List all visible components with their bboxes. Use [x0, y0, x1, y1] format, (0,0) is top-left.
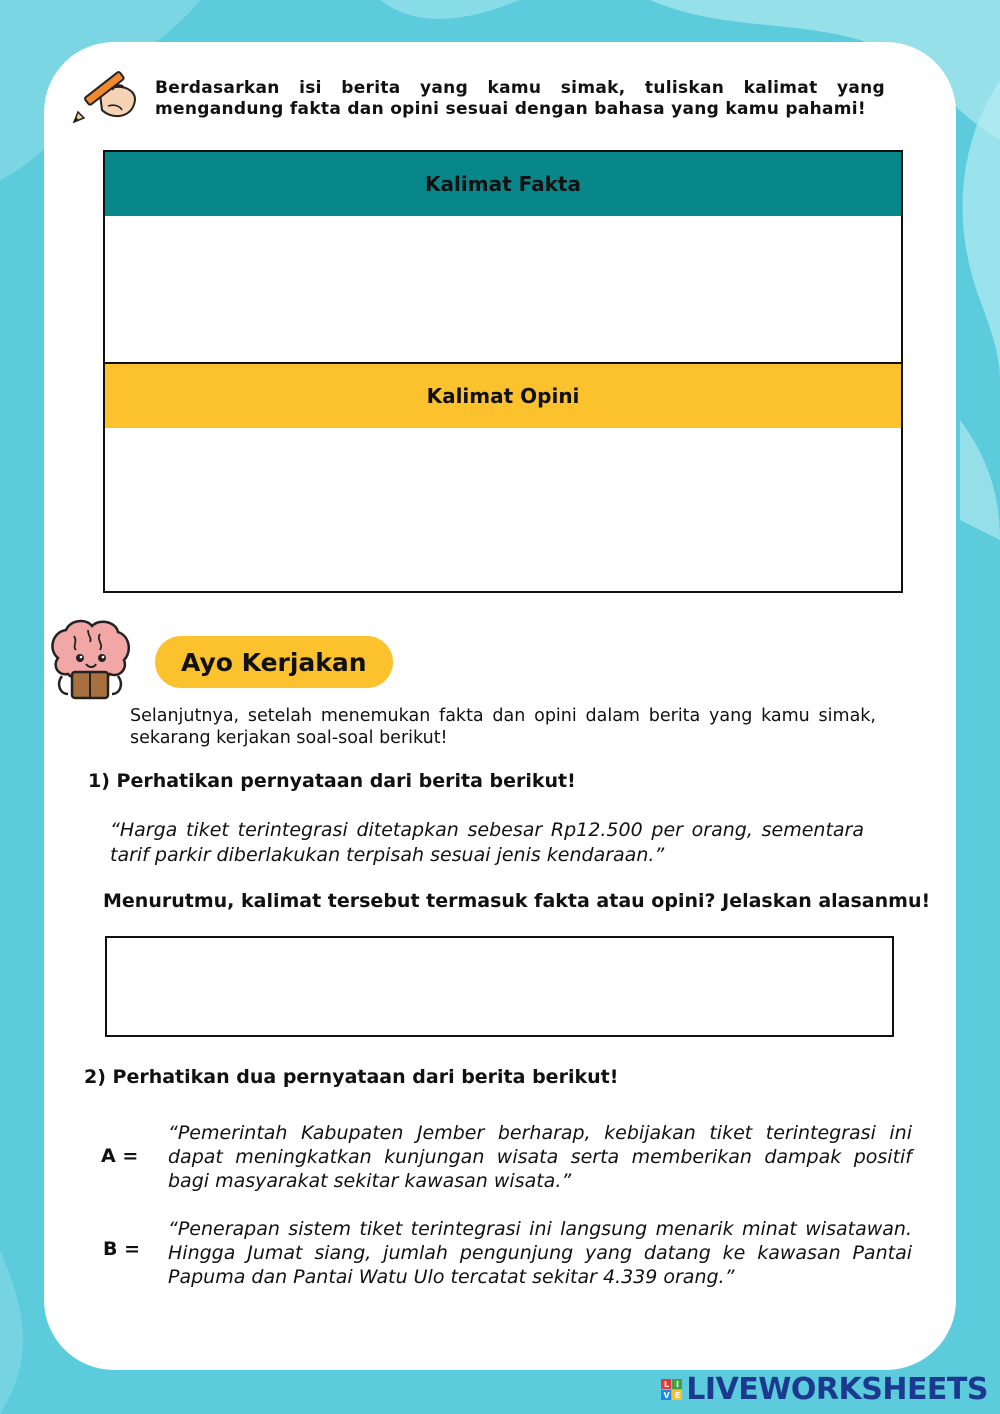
opini-header-label: Kalimat Opini [426, 384, 580, 408]
statement-b-text: “Penerapan sistem tiket terintegrasi ini langsung menarik minat wisatawan. Hingga Jumat siang, jumlah pengunjung yang datang ke kawasan Pantai Papuma dan Pantai Watu Ulo tercatat sekitar 4.339 orang.” [168, 1218, 912, 1288]
statement-b-label: B = [103, 1238, 141, 1260]
question-1-number: 1) [88, 770, 110, 792]
logo-letter-e: E [672, 1390, 682, 1400]
question-1-quote: “Harga tiket terintegrasi ditetapkan sebesar Rp12.500 per orang, sementara tarif parkir diberlakukan terpisah sesuai jenis kendaraan.” [110, 819, 864, 866]
logo-letter-v: V [661, 1390, 671, 1400]
statement-a-label: A = [101, 1145, 139, 1167]
question-1-title [88, 770, 576, 792]
logo-letter-i: I [672, 1379, 682, 1389]
liveworksheets-logo [661, 1372, 988, 1407]
section-title: Ayo Kerjakan [181, 647, 367, 677]
logo-letter-l: L [661, 1379, 671, 1389]
brand-name: LIVEWORKSHEETS [686, 1372, 988, 1407]
statement-a-text: “Pemerintah Kabupaten Jember berharap, kebijakan tiket terintegrasi ini dapat meningkatkan kunjungan wisata serta memberikan dampak positif bagi masyarakat sekitar kawasan wisata.” [168, 1122, 912, 1192]
opini-header [103, 362, 903, 430]
question-2-title [84, 1066, 618, 1088]
opini-answer-area[interactable] [103, 428, 903, 593]
question-1-answer-box[interactable] [105, 936, 894, 1037]
fakta-header-label: Kalimat Fakta [425, 172, 581, 196]
question-1-title-text: Perhatikan pernyataan dari berita berikut! [116, 770, 576, 792]
question-2-title-text: Perhatikan dua pernyataan dari berita berikut! [112, 1066, 619, 1088]
question-1-prompt: Menurutmu, kalimat tersebut termasuk fakta atau opini? Jelaskan alasanmu! [103, 890, 931, 912]
fakta-answer-area[interactable] [103, 216, 903, 364]
fakta-header [103, 150, 903, 218]
section-intro: Selanjutnya, setelah menemukan fakta dan opini dalam berita yang kamu simak, sekarang kerjakan soal-soal berikut! [130, 706, 876, 748]
section-title-badge [155, 636, 393, 688]
question-2-number: 2) [84, 1066, 106, 1088]
pencil-hand-icon [68, 66, 140, 128]
instruction-text: Berdasarkan isi berita yang kamu simak, tuliskan kalimat yang mengandung fakta dan opini sesuai dengan bahasa yang kamu pahami! [155, 78, 885, 119]
brain-mascot-icon [44, 614, 136, 706]
live-logo-icon [661, 1379, 682, 1400]
